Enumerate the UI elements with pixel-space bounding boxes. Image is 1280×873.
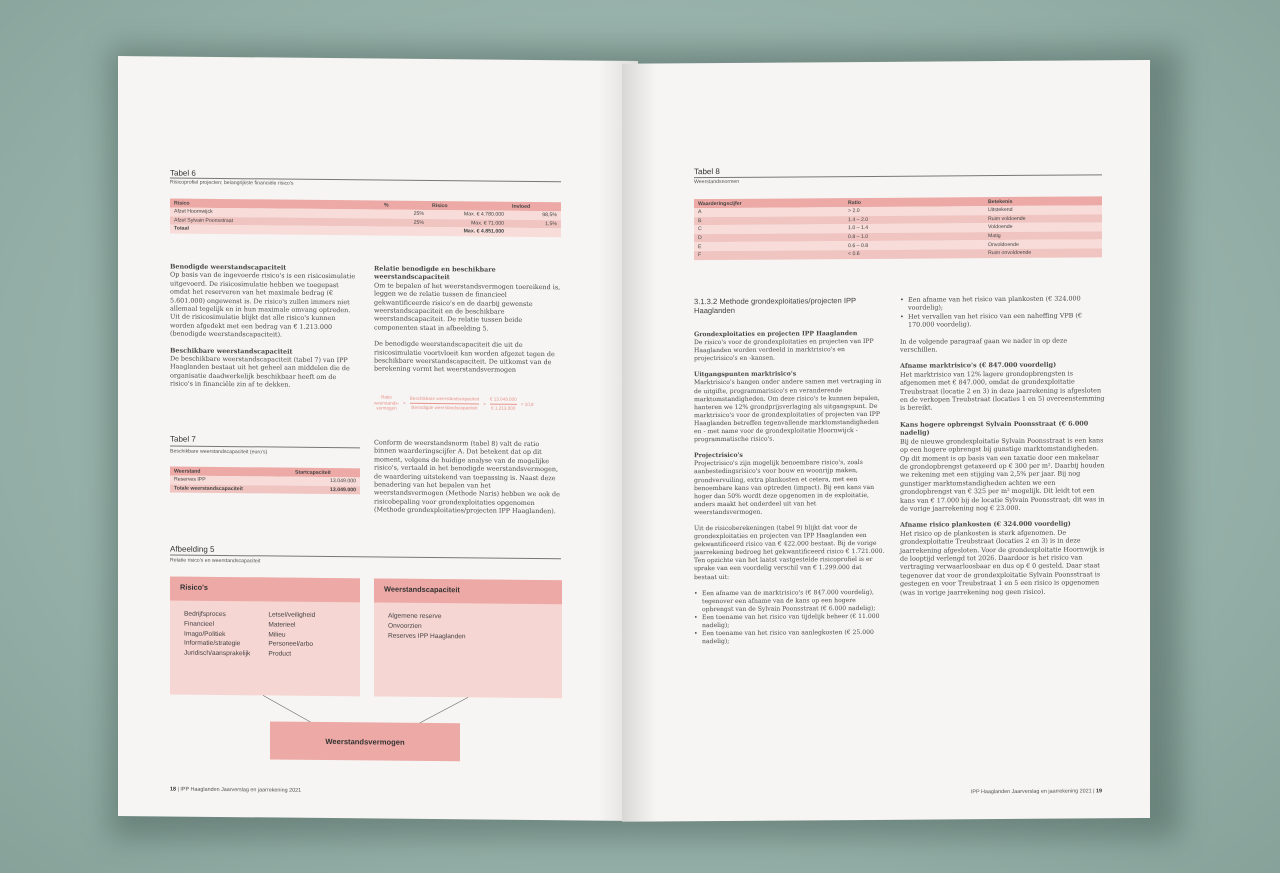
formula-denominator: Benodigde weerstandscapaciteit xyxy=(411,404,478,411)
cell: Max. € 4.780.000 xyxy=(428,210,508,219)
connector-left xyxy=(263,695,312,722)
afbeelding5-subtitle: Relatie risico's en weerstandscapaciteit xyxy=(170,557,261,565)
tabel8-title: Tabel 8 xyxy=(694,167,720,177)
connector-right xyxy=(418,697,468,724)
list-item: Reserves IPP Haaglanden xyxy=(388,632,466,640)
list-item: Imago/Politiek xyxy=(184,630,226,638)
tabel8-rule xyxy=(694,174,1102,178)
cell: Max. € 4.851.000 xyxy=(428,227,508,236)
list-item: Juridisch/aansprakelijk xyxy=(184,649,251,658)
tabel7-title: Tabel 7 xyxy=(170,434,196,444)
list-item: Letsel/veiligheid xyxy=(268,611,316,619)
cell: Afzet Hoornwijck xyxy=(170,207,380,218)
cell: Onvoldoende xyxy=(984,240,1102,249)
cell: E xyxy=(694,242,844,252)
left-footer: 18 | IPP Haaglanden Jaarverslag en jaarrekening 2021 xyxy=(170,786,302,794)
risicos-box-title: Risico's xyxy=(170,576,360,602)
formula-result: = 10,8 xyxy=(520,401,534,407)
heading-grondexploitaties: Grondexploitaties en projecten IPP Haaglanden xyxy=(694,330,858,339)
para-relatie: Om te bepalen of het weerstandsvermogen toereikend is, leggen we de relatie tussen de financieel gekwantificeerde risico's en de daarbij gewenste weerstandscapaciteit en de beschikbare weerstandscapaciteit. De relatie tussen beide componenten staat in afbeelding 5. xyxy=(374,281,561,333)
tabel7-subtitle: Beschikbare weerstandscapaciteit (euro's) xyxy=(170,448,268,456)
cell: 13.049.000 xyxy=(291,485,360,494)
right-col1-text xyxy=(694,330,886,647)
cell: C xyxy=(694,224,844,234)
para-benodigde-afgezet: De benodigde weerstandscapaciteit die uit de risicosimulatie voortvloeit kan worden afgezet tegen de beschikbare weerstandscapaciteit. De uitkomst van de berekening vormt het weerstandsvermogen xyxy=(374,339,555,375)
cell: Totale weerstandscapaciteit xyxy=(170,484,291,494)
cell: 98,5% xyxy=(508,211,561,220)
cell: 0.8 – 1.0 xyxy=(844,232,984,242)
equals-sign: = xyxy=(403,400,406,406)
list-item: • Een afname van de marktrisico's (€ 847.000 voordelig), tegenover een afname van de kans op een hogere opbrengst van de Sylvain Poonsstraat (€ 6.000 nadelig); xyxy=(694,588,886,614)
th-weerstand: Weerstand xyxy=(170,466,291,476)
weerstandsvermogen-box: Weerstandsvermogen xyxy=(270,721,460,761)
cell: B xyxy=(694,216,844,226)
cell: Uitstekend xyxy=(984,205,1102,214)
equals-sign: = xyxy=(483,401,486,407)
list-item: • Een toename van het risico van tijdelijk beheer (€ 11.000 nadelig); xyxy=(694,613,886,631)
right-gutter-shade xyxy=(622,63,656,821)
para-risicoberekeningen: Uit de risicoberekeningen (tabel 9) blijkt dat voor de grondexploitaties en projecten van IPP Haaglanden een gekwantificeerd risico van € 422.000 bestaat. Bij de vorige jaarrekening bedroeg het gekwantificeerd risico € 1.721.000. Ten opzichte van het laatst vastgestelde risicoprofiel is er sprake van een voordelig verschil van € 1.299.000 dat bestaat uit: xyxy=(694,524,885,581)
formula-lhs-top: Ratio xyxy=(381,394,392,400)
footer-text: IPP Haaglanden Jaarverslag en jaarrekening 2021 xyxy=(970,788,1092,796)
cell: A xyxy=(694,207,844,217)
cell: 0.6 – 0.8 xyxy=(844,241,984,251)
cell: Reserves IPP xyxy=(170,475,291,485)
right-col2-text xyxy=(900,294,1106,604)
cell: > 2.0 xyxy=(844,206,984,216)
heading-benodigde: Benodigde weerstandscapaciteit xyxy=(170,262,287,272)
table-row xyxy=(694,248,1102,259)
list-item: Personeel/arbo xyxy=(268,640,314,649)
list-item: Algemene reserve xyxy=(388,612,442,621)
tabel6-title: Tabel 6 xyxy=(170,168,196,178)
formula-num-value: € 13.049.000 xyxy=(489,396,517,403)
bullet-list-2 xyxy=(900,294,1106,329)
heading-relatie: Relatie benodigde en beschikbare weerstandscapaciteit xyxy=(374,264,496,282)
para-conform: Conform de weerstandsnorm (tabel 8) valt de ratio binnen waarderingscijfer A. Dat betekent dat op dit moment, volgens de huidige analyse van de mogelijke risico's, vertaald in het benodigde weerstandsvermogen, de waardering uitstekend van toepassing is. Naast deze benadering van het bepalen van het weerstandsvermogen (Methode Naris) hebben we ook de risicobepaling voor grondexploitaties opgenomen (Methode grondexploitaties/projecten IPP Haaglanden). xyxy=(374,438,560,516)
right-page xyxy=(622,60,1150,822)
footer-text: IPP Haaglanden Jaarverslag en jaarrekening 2021 xyxy=(180,786,302,794)
section-title: 3.1.3.2 Methode grondexploitaties/projecten IPP Haaglanden xyxy=(694,296,856,316)
cell: 13.049.000 xyxy=(291,477,360,486)
cell: D xyxy=(694,233,844,243)
tabel8 xyxy=(694,196,1102,259)
cell: 1.0 – 1.4 xyxy=(844,223,984,233)
cell: Ruim onvoldoende xyxy=(984,248,1102,257)
cell: Afzet Sylvain Poonsstraat xyxy=(170,216,380,227)
para-volgende-paragraaf: In de volgende paragraaf gaan we nader in op deze verschillen. xyxy=(900,336,1068,354)
cell: 25% xyxy=(380,218,428,227)
heading-afname-plankosten: Afname risico plankosten (€ 324.000 voordelig) xyxy=(900,519,1071,530)
cell: F xyxy=(694,250,844,260)
th-percent: % xyxy=(380,201,428,210)
para-grondexploitaties: De risico's voor de grondexploitaties en projecten van IPP Haaglanden worden verdeeld in marktrisico's en projectrisico's en -kansen. xyxy=(694,338,874,363)
formula-lhs-mid: weerstands- xyxy=(374,400,400,406)
cell: Matig xyxy=(984,231,1102,240)
list-item: • Een afname van het risico van plankosten (€ 324.000 voordelig); xyxy=(900,294,1106,312)
list-item: Product xyxy=(268,650,292,658)
list-item: Milieu xyxy=(268,631,286,639)
formula-den-value: € 1.213.000 xyxy=(491,405,516,411)
cell: Voldoende xyxy=(984,223,1102,232)
th-risico-amount: Risico xyxy=(428,201,508,211)
weerstandscapaciteit-box-title: Weerstandscapaciteit xyxy=(374,578,562,604)
page-number: 19 xyxy=(1096,788,1102,795)
para-benodigde: Op basis van de ingevoerde risico's is een risicosimulatie uitgevoerd. De risicosimulatie hebben we toegepast omdat het reserveren van het maximale bedrag (€ 5.601.000) ongewenst is. De risico's zullen immers niet allemaal tegelijk en in hun maximale omvang optreden. Uit de risicosimulatie blijkt dat alle risico's kunnen worden afgedekt met een bedrag van € 1.213.000 (benodigde weerstandscapaciteit). xyxy=(170,270,356,339)
list-item: Materieel xyxy=(268,621,296,629)
cell: Ruim voldoende xyxy=(984,214,1102,223)
tabel8-subtitle: Weerstandsnormen xyxy=(694,178,740,186)
para-uitgangspunten: Marktrisico's hangen onder andere samen met vertraging in de uitgifte, programmarisico's en veranderende marktomstandigheden. Om deze risico's te kunnen bepalen, hanteren we 12% grondprijsverlaging als uitgangspunt. De marktrisico's voor de grondexploitaties of projecten van IPP Haaglanden betreffen tegenvallende marktomstandigheden en - met name voor de grondexploitatie Hoornwijck - programmatische risico's. xyxy=(694,378,882,444)
para-afname-plankosten: Het risico op de plankosten is sterk afgenomen. De grondexploitatie Treubstraat (locaties 2 en 3) is in deze jaarrekening afgesloten. Voor de grondexploitatie Hoornwijk is de looptijd verlengd tot 2026. Daardoor is het risico van vertraging verwaarloosbaar en dus op € 0 gesteld. Daar staat tegenover dat voor de grondexploitatie Sylvain Poonsstraat is gestegen en voor Treubstraat 1 en 5 een risico is opgenomen (was in vorige jaarrekening nog geen risico). xyxy=(900,528,1105,597)
para-projectrisicos: Projectrisico's zijn mogelijk benoembare risico's, zoals aanbestedingsrisico's voor bouw en woonrijp maken, grondvervuiling, extra plankosten et cetera, met een benoembare kans van optreden (impact). Bij een kans van hoger dan 50% wordt deze opgenomen in de exploitatie, anders maakt het onderdeel uit van het weerstandsvermogen. xyxy=(694,459,875,517)
list-item: Informatie/strategie xyxy=(184,640,241,648)
cell: 25% xyxy=(380,210,428,219)
afbeelding5-title: Afbeelding 5 xyxy=(170,544,215,554)
para-beschikbare: De beschikbare weerstandscapaciteit (tabel 7) van IPP Haaglanden bestaat uit het geheel aan middelen die de organisatie daadwerkelijk beschikbaar heeft om de risico's in financiële zin af te dekken. xyxy=(170,354,350,389)
formula-lhs-bot: vermogen xyxy=(376,405,397,411)
heading-uitgangspunten: Uitgangspunten marktrisico's xyxy=(694,370,797,379)
th-risico: Risico xyxy=(170,198,380,209)
heading-afname-marktrisicos: Afname marktrisico's (€ 847.000 voordelig) xyxy=(900,361,1057,371)
formula-numerator: Beschikbare weerstandscapaciteit xyxy=(409,396,480,402)
list-item: • Een toename van het risico van aanlegkosten (€ 25.000 nadelig); xyxy=(694,629,886,647)
heading-kans-hogere-opbrengst: Kans hogere opbrengst Sylvain Poonsstraat (€ 6.000 nadelig) xyxy=(900,419,1089,438)
th-startcapaciteit: Startcapaciteit xyxy=(291,468,360,478)
th-waarderingscijfer: Waarderingscijfer xyxy=(694,198,844,208)
heading-beschikbare: Beschikbare weerstandscapaciteit xyxy=(170,346,293,356)
list-item: Onvoorzien xyxy=(388,622,422,630)
right-footer: IPP Haaglanden Jaarverslag en jaarrekening 2021 | 19 xyxy=(970,788,1102,796)
list-item: Bedrijfsproces xyxy=(184,610,226,619)
cell: Totaal xyxy=(170,225,380,236)
cell: 1.4 – 2.0 xyxy=(844,215,984,225)
bullet-list-1 xyxy=(694,588,886,646)
th-betekenis: Betekenis xyxy=(984,196,1102,206)
th-ratio: Ratio xyxy=(844,197,984,207)
para-afname-marktrisicos: Het marktrisico van 12% lagere grondopbrengsten is afgenomen met € 847.000, omdat de grondexploitatie Treubstraat (locatie 2 en 3) in deze jaarrekening is afgesloten en de verkopen Treubstraat (locaties 1 en 5) overeenstemming is bereikt. xyxy=(900,369,1105,413)
tabel6-subtitle: Risicoprofiel projecten; belangrijkste financiële risico's xyxy=(170,179,294,187)
para-kans-hogere-opbrengst: Bij de nieuwe grondexploitatie Sylvain Poonsstraat is een kans op een hogere opbrengst bij gunstige marktomstandigheden. Op dit moment is op basis van een taxatie door een makelaar de grondopbrengst getaxeerd op € 300 per m². Daarbij houden we rekening met een stijging van 2,5% per jaar. Bij nog gunstiger marktomstandigheden achten we een grondopbrengst van € 325 per m² mogelijk. Dit leidt tot een kans van € 17.000 bij de locatie Sylvain Poonsstraat; dit was in de vorige jaarrekening nog € 23.000. xyxy=(900,436,1105,513)
th-invloed: Invloed xyxy=(508,202,561,212)
list-item: Financieel xyxy=(184,620,215,628)
connector-lines xyxy=(118,56,638,821)
page-number: 18 xyxy=(170,786,176,793)
list-item: • Het vervallen van het risico van een naheffing VPB (€ 170.000 voordelig). xyxy=(900,311,1106,329)
cell: < 0.6 xyxy=(844,249,984,259)
heading-projectrisicos: Projectrisico's xyxy=(694,452,743,460)
cell: 1,5% xyxy=(508,219,561,228)
left-page xyxy=(118,56,638,821)
cell: Max. € 71.000 xyxy=(428,219,508,228)
